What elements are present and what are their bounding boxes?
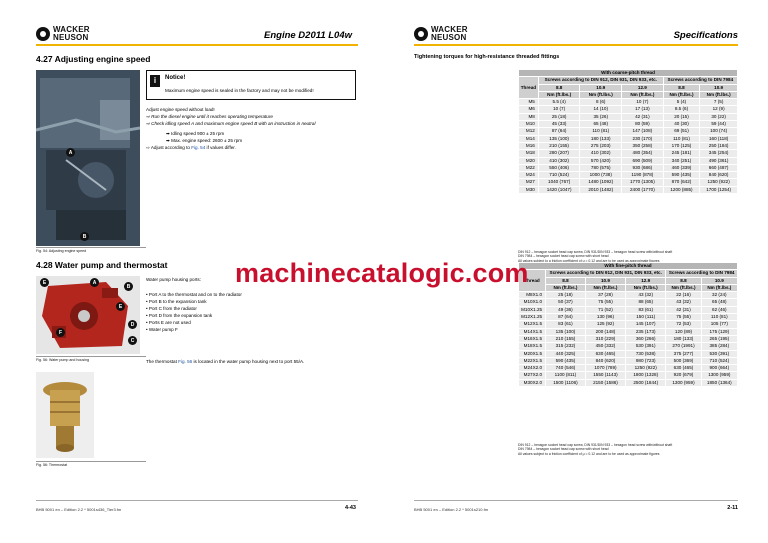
coarse-unit-row: [519, 91, 738, 98]
header-title: Engine D2011 L04w: [264, 30, 352, 41]
torque-cell: 730 (538): [626, 350, 666, 357]
port-item-a-text: Port A to the thermostat and on to the radiator: [148, 292, 242, 297]
torque-cell: 12 (9): [700, 106, 738, 113]
footer-text: BHB 5001 en – Edition 2.2 * 5001s436_Tier3.fm: [36, 507, 122, 512]
torque-cell: 110 (81): [663, 135, 700, 142]
fig56-caption-text: Fig. 56: Thermostat: [36, 463, 68, 467]
torque-cell: 110 (81): [701, 314, 737, 321]
torque-cell: 1250 (922): [626, 365, 666, 372]
torque-cell: 88 (65): [626, 299, 666, 306]
ports-title: Water pump housing ports:: [146, 277, 201, 282]
table-row: [519, 306, 738, 313]
torque-cell: 25 (18): [546, 292, 586, 299]
coarse-grade: 10.9: [580, 84, 622, 91]
coarse-unit-cell: Nm (ft.lbs.): [538, 91, 580, 98]
brand-line-1: WACKER: [431, 25, 468, 34]
step-run-engine: ⇨ Run the diesel engine until it reaches operating temperature: [146, 114, 273, 119]
torque-cell: 410 (302): [538, 157, 580, 164]
footer-rule: [414, 500, 738, 501]
torque-cell: 360 (266): [626, 335, 666, 342]
torque-cell: 340 (251): [663, 157, 700, 164]
torque-cell: 22 (16): [666, 292, 701, 299]
torque-cell: 1300 (959): [701, 372, 737, 379]
torque-cell: 460 (339): [663, 164, 700, 171]
table-row: [519, 365, 738, 372]
torque-cell: 72 (53): [666, 321, 701, 328]
torque-cell: 350 (258): [622, 142, 664, 149]
step-adjust-post: if values differ.: [205, 145, 236, 150]
table-row: [519, 321, 738, 328]
coarse-grade: 12.9: [622, 84, 664, 91]
torque-cell: 160 (118): [700, 135, 738, 142]
torque-cell: 42 (31): [622, 113, 664, 120]
header-title: Specifications: [673, 30, 738, 41]
table-row: [519, 299, 738, 306]
torque-cell: 150 (111): [626, 314, 666, 321]
torque-cell: 270 (1991): [666, 343, 701, 350]
tightening-torques-title: Tightening torques for high-resistance threaded fittings: [414, 54, 560, 60]
coarse-unit-cell: Nm (ft.lbs.): [663, 91, 700, 98]
torque-cell: 980 (723): [626, 357, 666, 364]
torque-cell: 660 (487): [700, 164, 738, 171]
footer-rule: [36, 500, 358, 501]
torque-cell: 62 (46): [701, 306, 737, 313]
fine-unit-cell: Nm (ft.lbs.): [626, 284, 666, 291]
torque-cell: 180 (133): [580, 135, 622, 142]
torque-cell: 35 (26): [580, 113, 622, 120]
torque-cell: 80 (59): [622, 121, 664, 128]
thread-size-cell: M22: [519, 164, 539, 171]
torque-cell: 440 (325): [546, 350, 586, 357]
table-row: [519, 314, 738, 321]
torque-cell: 1500 (1106): [546, 379, 586, 386]
thread-size-cell: M8: [519, 113, 539, 120]
torque-cell: 20 (15): [663, 113, 700, 120]
fine-notes: [518, 443, 742, 456]
fine-grade: 10.9: [585, 277, 625, 284]
thread-size-cell: M10X1.0: [519, 299, 546, 306]
torque-cell: 32 (24): [701, 292, 737, 299]
torque-cell: 1040 (767): [538, 179, 580, 186]
torque-cell: 1850 (1364): [701, 379, 737, 386]
torque-cell: 780 (575): [580, 164, 622, 171]
torque-cell: 235 (173): [626, 328, 666, 335]
port-item-a: • Port A to the thermostat and on to the radiator: [146, 292, 242, 297]
step-adjust-pre: ⇨ Adjust according to: [146, 145, 192, 150]
thread-size-cell: M30X2.0: [519, 379, 546, 386]
torque-cell: 245 (181): [663, 150, 700, 157]
table-row: [519, 113, 738, 120]
header-rule: [414, 44, 738, 46]
coarse-grade: 10.9: [700, 84, 738, 91]
torque-cell: 130 (96): [585, 314, 625, 321]
table-row: [519, 372, 738, 379]
fig54-label-b: B: [80, 232, 89, 241]
torque-cell: 43 (32): [666, 299, 701, 306]
thread-size-cell: M12X1.25: [519, 314, 546, 321]
torque-cell: 210 (155): [546, 335, 586, 342]
port-item-e-text: Ports E are not used: [148, 320, 191, 325]
page-number: 2-11: [727, 505, 738, 511]
torque-cell: 83 (61): [546, 321, 586, 328]
thread-size-cell: M22X1.5: [519, 357, 546, 364]
step-check-speeds: ⇨ Check idling speed A and maximum engine speed B with an instruction in neutral: [146, 121, 316, 126]
torque-cell: 100 (74): [700, 128, 738, 135]
fine-grade: 12.9: [626, 277, 666, 284]
fig54-caption-text: Fig. 54: Adjusting engine speed: [36, 249, 87, 253]
brand-line-1: WACKER: [53, 25, 90, 34]
table-row: [519, 150, 738, 157]
torque-cell: 230 (170): [622, 135, 664, 142]
torque-cell: 17 (13): [622, 106, 664, 113]
adjust-instructions: [146, 106, 356, 151]
torque-cell: 1070 (789): [585, 365, 625, 372]
torque-cell: 930 (686): [622, 164, 664, 171]
port-item-e: • Ports E are not used: [146, 320, 191, 325]
table-row: [519, 343, 738, 350]
torque-cell: 71 (52): [585, 306, 625, 313]
torque-cell: 59 (44): [700, 121, 738, 128]
torque-cell: 630 (465): [666, 365, 701, 372]
torque-cell: 75 (55): [666, 314, 701, 321]
torque-cell: 65 (48): [701, 299, 737, 306]
table-row: [519, 328, 738, 335]
torque-cell: 1700 (1254): [700, 186, 738, 193]
fine-grade: 10.9: [701, 277, 737, 284]
pump-label-e1: E: [40, 278, 49, 287]
torque-cell: 170 (125): [663, 142, 700, 149]
page-number: 4-43: [344, 505, 356, 511]
torque-cell: 7 (5): [700, 99, 738, 106]
pump-label-b: B: [124, 282, 133, 291]
thread-size-cell: M6: [519, 106, 539, 113]
pump-label-f: F: [56, 328, 65, 337]
thermostat-text-pre: The thermostat: [146, 359, 179, 364]
torque-cell: 10 (7): [538, 106, 580, 113]
fig55-caption-text: Fig. 56: Water pump and housing: [36, 358, 90, 362]
torque-cell: 275 (203): [580, 142, 622, 149]
table-note: All values subject to a friction coefficient of μ = 0.12 and are to be used as approximate figures: [518, 258, 660, 263]
torque-cell: 410 (302): [580, 150, 622, 157]
torque-cell: 145 (107): [626, 321, 666, 328]
table-row: [519, 142, 738, 149]
thermostat-text: [146, 358, 356, 365]
thread-size-cell: M20X1.5: [519, 350, 546, 357]
torque-cell: 105 (77): [701, 321, 737, 328]
torque-cell: 87 (64): [546, 314, 586, 321]
thread-size-cell: M10: [519, 121, 539, 128]
fig54-label-a: A: [66, 148, 75, 157]
torque-cell: 280 (207): [538, 150, 580, 157]
torque-cell: 840 (620): [585, 357, 625, 364]
torque-cell: 2150 (1586): [585, 379, 625, 386]
table-row: [519, 135, 738, 142]
torque-cell: 630 (465): [585, 350, 625, 357]
table-note: DIN 912 – hexagon socket head cap screw, DIN 931/DIN 933 – hexagon head screw with/without shaft: [518, 443, 673, 447]
fig56-caption: [36, 463, 67, 467]
fig56-thermostat-photo: [36, 372, 94, 458]
torque-cell: 920 (679): [666, 372, 701, 379]
port-item-b-text: Port B to the expansion tank: [148, 299, 207, 304]
fine-thread-table: [518, 262, 738, 387]
coarse-col-thread: Thread: [519, 77, 539, 99]
port-item-d-text: Port D from the expansion tank: [148, 313, 213, 318]
torque-cell: 1250 (922): [700, 179, 738, 186]
thread-size-cell: M27X2.0: [519, 372, 546, 379]
port-item-f-text: Water pump F: [148, 327, 178, 332]
torque-cell: 37 (28): [585, 292, 625, 299]
table-row: [519, 106, 738, 113]
fine-col-group1: Screws according to DIN 912, DIN 931, DIN 933, etc.: [546, 270, 666, 277]
fig56-link[interactable]: Fig. 56: [178, 359, 193, 364]
torque-cell: 1000 (738): [580, 172, 622, 179]
torque-cell: 200 (148): [585, 328, 625, 335]
fine-grade: 8.8: [666, 277, 701, 284]
fine-grade: 8.8: [546, 277, 586, 284]
thread-size-cell: M24X2.0: [519, 365, 546, 372]
port-item-c-text: Port C from the radiator: [148, 306, 197, 311]
torque-cell: 50 (37): [546, 299, 586, 306]
table-row: [519, 357, 738, 364]
torque-cell: 2400 (1770): [622, 186, 664, 193]
section-heading-427: 4.27 Adjusting engine speed: [36, 54, 151, 64]
fine-col-thread: Thread: [519, 270, 546, 292]
table-note: DIN 7984 – hexagon socket head cap screw with short head: [518, 254, 609, 259]
brand-line-2: NEUSON: [431, 33, 467, 42]
pump-label-d: D: [128, 320, 137, 329]
pump-label-a: A: [90, 278, 99, 287]
torque-cell: 315 (232): [546, 343, 586, 350]
torque-cell: 210 (155): [538, 142, 580, 149]
wacker-neuson-logo: [36, 26, 90, 42]
notice-text: Maximum engine speed is sealed in the factory and may not be modified!: [165, 88, 314, 93]
fig54-engine-photo: [36, 70, 140, 246]
table-note: All values subject to a friction coefficient of μ = 0.12 and are to be used as approximate figures: [518, 451, 660, 456]
watermark-text: machinecatalogic.com: [235, 258, 529, 288]
thread-size-cell: M12: [519, 128, 539, 135]
fine-unit-cell: Nm (ft.lbs.): [585, 284, 625, 291]
info-notice-icon: i: [150, 75, 160, 87]
thread-size-cell: M14X1.5: [519, 328, 546, 335]
thread-size-cell: M16: [519, 142, 539, 149]
table-row: [519, 350, 738, 357]
table-row: [519, 379, 738, 386]
torque-cell: 1480 (1092): [580, 179, 622, 186]
torque-cell: 345 (254): [700, 150, 738, 157]
thread-size-cell: M18: [519, 150, 539, 157]
torque-cell: 135 (100): [546, 328, 586, 335]
torque-cell: 147 (108): [622, 128, 664, 135]
table-row: [519, 172, 738, 179]
thread-size-cell: M24: [519, 172, 539, 179]
thread-size-cell: M5: [519, 99, 539, 106]
torque-cell: 710 (524): [701, 357, 737, 364]
table-row: [519, 164, 738, 171]
torque-cell: 75 (55): [585, 299, 625, 306]
fig55-water-pump-photo: [36, 276, 140, 354]
torque-cell: 1420 (1047): [538, 186, 580, 193]
notice-title: Notice!: [165, 75, 186, 81]
adjust-intro: Adjust engine speed without load!: [146, 107, 215, 112]
torque-cell: 8 (6): [580, 99, 622, 106]
torque-cell: 69 (51): [663, 128, 700, 135]
table-row: [519, 179, 738, 186]
bullet-max-speed: ➡ Max. engine speed: 2600 ± 25 rpm: [166, 138, 243, 143]
torque-cell: 590 (435): [663, 172, 700, 179]
torque-cell: 65 (48): [580, 121, 622, 128]
torque-cell: 530 (391): [626, 343, 666, 350]
fine-unit-cell: Nm (ft.lbs.): [666, 284, 701, 291]
torque-cell: 175 (129): [701, 328, 737, 335]
coarse-unit-cell: Nm (ft.lbs.): [622, 91, 664, 98]
wacker-neuson-logo-icon: [414, 27, 428, 41]
pump-label-e2: E: [116, 302, 125, 311]
torque-cell: 550 (406): [538, 164, 580, 171]
torque-cell: 8.5 (6): [663, 106, 700, 113]
table-row: [519, 335, 738, 342]
table-row: [519, 99, 738, 106]
table-note: DIN 7984 – hexagon socket head cap screw with short head: [518, 447, 609, 452]
fine-unit-cell: Nm (ft.lbs.): [546, 284, 586, 291]
coarse-thread-table: [518, 69, 738, 194]
torque-cell: 480 (354): [622, 150, 664, 157]
torque-cell: 10 (7): [622, 99, 664, 106]
thread-size-cell: M16X1.5: [519, 335, 546, 342]
torque-cell: 2010 (1482): [580, 186, 622, 193]
thread-size-cell: M20: [519, 157, 539, 164]
torque-cell: 1190 (878): [622, 172, 664, 179]
torque-cell: 490 (361): [700, 157, 738, 164]
thermostat-text-post: is located in the water pump housing next to port 55/A.: [192, 359, 305, 364]
torque-cell: 45 (33): [538, 121, 580, 128]
thread-size-cell: M30: [519, 186, 539, 193]
torque-cell: 120 (89): [666, 328, 701, 335]
fine-unit-cell: Nm (ft.lbs.): [701, 284, 737, 291]
torque-cell: 265 (195): [701, 335, 737, 342]
torque-cell: 1100 (811): [546, 372, 586, 379]
torque-cell: 840 (620): [700, 172, 738, 179]
torque-cell: 1800 (1328): [626, 372, 666, 379]
coarse-unit-cell: Nm (ft.lbs.): [580, 91, 622, 98]
torque-cell: 135 (100): [538, 135, 580, 142]
torque-cell: 310 (229): [585, 335, 625, 342]
table-row: [519, 186, 738, 193]
header-rule: [36, 44, 358, 46]
torque-cell: 450 (332): [585, 343, 625, 350]
ports-list: [146, 291, 356, 333]
coarse-grade: 8.8: [538, 84, 580, 91]
coarse-unit-cell: Nm (ft.lbs.): [700, 91, 738, 98]
footer-text: BHB 5001 en – Edition 2.2 * 5001s210.fm: [414, 507, 489, 512]
pump-label-c: C: [128, 336, 137, 345]
torque-cell: 530 (391): [701, 350, 737, 357]
thread-size-cell: M18X1.5: [519, 343, 546, 350]
fine-unit-row: [519, 284, 738, 291]
table-note: DIN 912 – hexagon socket head cap screw, DIN 931/DIN 933 – hexagon head screw with/without shaft: [518, 250, 673, 254]
torque-cell: 125 (92): [585, 321, 625, 328]
torque-cell: 900 (664): [701, 365, 737, 372]
torque-cell: 42 (31): [666, 306, 701, 313]
torque-cell: 870 (642): [663, 179, 700, 186]
fine-col-group2: Screws according to DIN 7984: [666, 270, 738, 277]
torque-cell: 500 (369): [666, 357, 701, 364]
table-row: [519, 128, 738, 135]
bullet-idle-speed: ➡ Idling speed 900 ± 25 rpm: [166, 131, 225, 136]
fig55-caption: [36, 358, 89, 362]
table-row: [519, 157, 738, 164]
torque-cell: 14 (10): [580, 106, 622, 113]
torque-cell: 385 (284): [701, 343, 737, 350]
coarse-col-group2: Screws according to DIN 7984: [663, 77, 737, 84]
torque-cell: 5.5 (4): [538, 99, 580, 106]
torque-cell: 740 (546): [546, 365, 586, 372]
torque-cell: 570 (420): [580, 157, 622, 164]
table-row: [519, 121, 738, 128]
torque-cell: 1300 (959): [666, 379, 701, 386]
torque-cell: 5 (4): [663, 99, 700, 106]
thread-size-cell: M8X1.0: [519, 292, 546, 299]
torque-cell: 1770 (1305): [622, 179, 664, 186]
step-adjust: [146, 144, 356, 151]
port-item-b: • Port B to the expansion tank: [146, 299, 207, 304]
torque-cell: 83 (61): [626, 306, 666, 313]
torque-cell: 110 (81): [580, 128, 622, 135]
wacker-neuson-logo-icon: [36, 27, 50, 41]
brand-line-2: NEUSON: [53, 33, 89, 42]
notice-box: [146, 70, 356, 100]
fig54-link[interactable]: Fig. 54: [191, 145, 206, 150]
torque-cell: 25 (18): [538, 113, 580, 120]
torque-cell: 180 (133): [666, 335, 701, 342]
torque-cell: 250 (184): [700, 142, 738, 149]
coarse-heading: With coarse-pitch thread: [519, 70, 738, 77]
thread-size-cell: M12X1.5: [519, 321, 546, 328]
coarse-col-group1: Screws according to DIN 912, DIN 931, DIN 933, etc.: [538, 77, 663, 84]
torque-cell: 2500 (1844): [626, 379, 666, 386]
fine-heading: With fine-pitch thread: [519, 263, 738, 270]
fig54-caption: [36, 249, 86, 253]
thread-size-cell: M14: [519, 135, 539, 142]
wacker-neuson-logo-right: [414, 26, 468, 42]
torque-cell: 40 (30): [663, 121, 700, 128]
port-item-d: • Port D from the expansion tank: [146, 313, 213, 318]
section-heading-428: 4.28 Water pump and thermostat: [36, 260, 168, 270]
torque-cell: 590 (435): [546, 357, 586, 364]
coarse-grade: 8.8: [663, 84, 700, 91]
thread-size-cell: M10X1.25: [519, 306, 546, 313]
torque-cell: 30 (22): [700, 113, 738, 120]
torque-cell: 710 (524): [538, 172, 580, 179]
port-item-c: • Port C from the radiator: [146, 306, 197, 311]
torque-cell: 87 (64): [538, 128, 580, 135]
thread-size-cell: M27: [519, 179, 539, 186]
torque-cell: 43 (32): [626, 292, 666, 299]
table-row: [519, 292, 738, 299]
torque-cell: 690 (509): [622, 157, 664, 164]
torque-cell: 375 (277): [666, 350, 701, 357]
torque-cell: 1550 (1143): [585, 372, 625, 379]
torque-cell: 49 (36): [546, 306, 586, 313]
port-item-f: • Water pump F: [146, 327, 178, 332]
torque-cell: 1200 (885): [663, 186, 700, 193]
